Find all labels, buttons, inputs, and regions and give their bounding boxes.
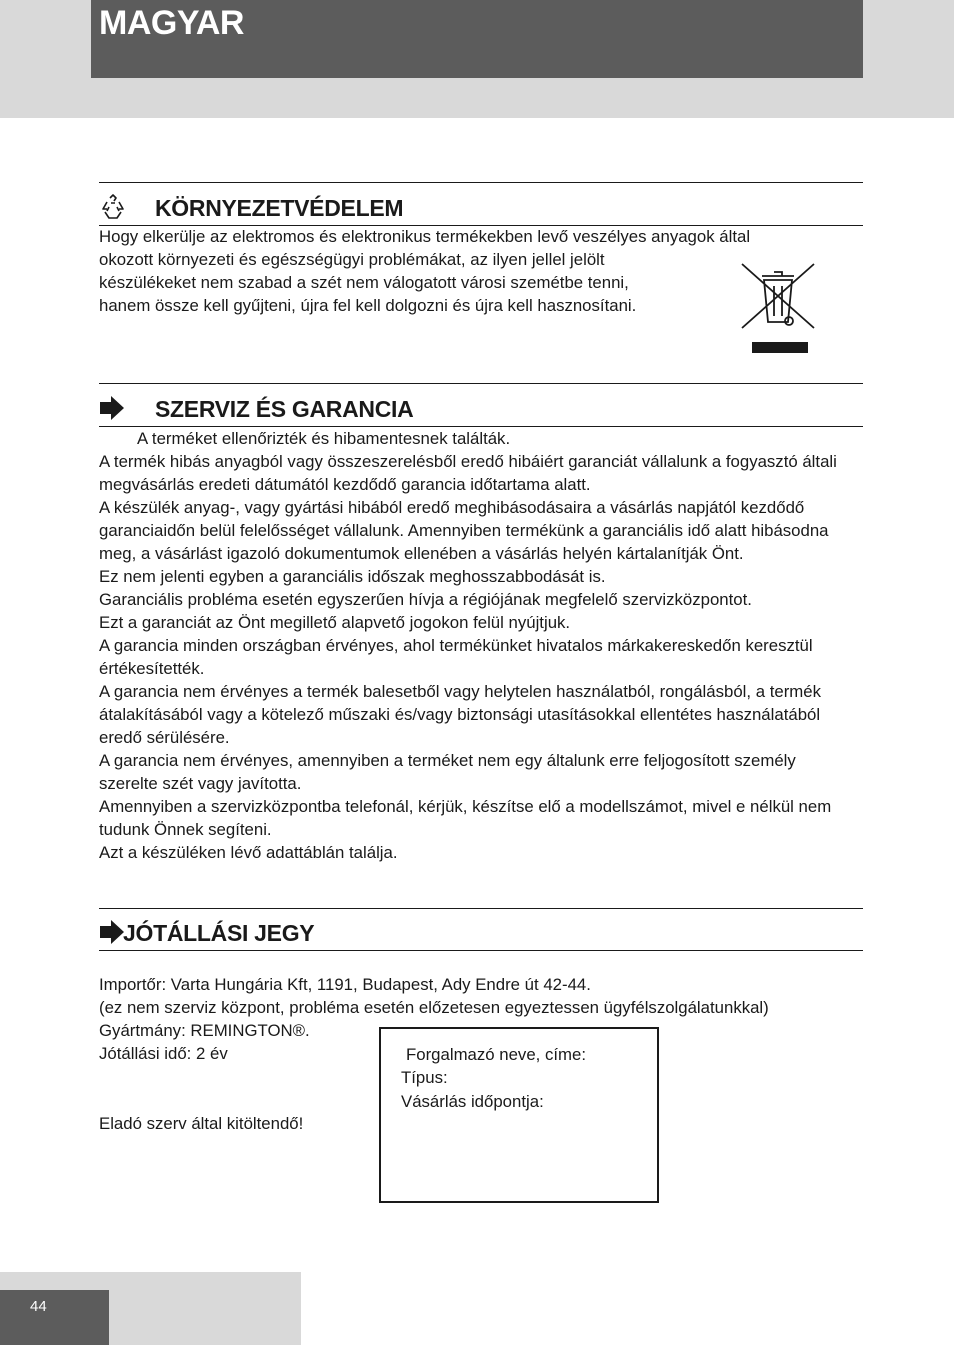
env-section-header bbox=[99, 193, 863, 221]
service-note-text: (ez nem szerviz központ, probléma esetén előzetesen egyeztessen ügyfélszolgálatunkkal) bbox=[99, 998, 769, 1017]
service-paragraph: A készülék anyag-, vagy gyártási hibából eredő meghibásodásaira a vásárlás napjától kezdődő garanciaidőn belül felelősséget vállalunk. Amennyiben termékünk a garanciális idő alatt hibásodna meg, a vásárlást igazoló dokumentumok ellenében a vásárlás helyén kártalanítják Önt. bbox=[99, 498, 829, 563]
section-rule-top bbox=[99, 383, 863, 384]
recycle-icon bbox=[99, 193, 127, 221]
env-line: hanem össze kell gyűjteni, újra fel kell dolgozni és újra kell hasznosítani. bbox=[99, 296, 637, 315]
service-section-title: SZERVIZ ÉS GARANCIA bbox=[155, 396, 414, 422]
page-number: 44 bbox=[30, 1298, 47, 1315]
service-paragraph: A termék hibás anyagból vagy összeszerelésből eredő hibáiért garanciát vállalunk a fogyasztó általi megvásárlás eredeti dátumától kezdődő garancia időtartama alatt. bbox=[99, 452, 837, 494]
env-section-title: KÖRNYEZETVÉDELEM bbox=[155, 195, 404, 221]
service-paragraph: Ez nem jelenti egyben a garanciális időszak meghosszabbodását is. bbox=[99, 567, 606, 586]
warranty-section-title: JÓTÁLLÁSI JEGY bbox=[123, 920, 315, 946]
env-section-text bbox=[99, 225, 849, 317]
purchase-date-label: Vásárlás időpontja: bbox=[401, 1092, 544, 1111]
product-type-label: Típus: bbox=[401, 1068, 448, 1087]
importer-text: Importőr: Varta Hungária Kft, 1191, Budapest, Ady Endre út 42-44. bbox=[99, 975, 591, 994]
service-paragraph: A terméket ellenőrizték és hibamentesnek találták. bbox=[137, 429, 511, 448]
dealer-info-box bbox=[379, 1027, 659, 1203]
service-paragraph: Amennyiben a szervizközpontba telefonál, kérjük, készítse elő a modellszámot, mivel e nélkül nem tudunk Önnek segíteni. bbox=[99, 797, 832, 839]
service-paragraph: Azt a készüléken lévő adattáblán találja. bbox=[99, 843, 398, 862]
service-section-text bbox=[99, 427, 849, 864]
language-title: MAGYAR bbox=[99, 4, 244, 42]
env-line: készülékeket nem szabad a szét nem válogatott városi szemétbe tenni, bbox=[99, 273, 629, 292]
service-paragraph: A garancia nem érvényes a termék balesetből vagy helytelen használatból, rongálásból, a termék átalakításából vagy a kötelező műszaki és/vagy biztonsági utasításokkal ellentétes használatából eredő sérülésére. bbox=[99, 682, 822, 747]
page-number-box bbox=[0, 1290, 109, 1345]
section-rule-top bbox=[99, 908, 863, 909]
manufacturer-text: Gyártmány: REMINGTON®. bbox=[99, 1021, 310, 1040]
service-paragraph: Garanciális probléma esetén egyszerűen hívja a régiójának megfelelő szervizközpontot. bbox=[99, 590, 752, 609]
section-rule-top bbox=[99, 182, 863, 183]
service-paragraph: A garancia minden országban érvényes, ahol termékünket hivatalos márkakereskedőn keresztül értékesítették. bbox=[99, 636, 813, 678]
dealer-name-label: Forgalmazó neve, címe: bbox=[406, 1045, 587, 1064]
language-bar bbox=[91, 0, 863, 78]
warranty-section-header bbox=[99, 918, 863, 946]
crossed-out-wheelie-bin-icon bbox=[740, 262, 816, 356]
section-rule-bottom bbox=[99, 950, 863, 951]
service-paragraph: Ezt a garanciát az Önt megillető alapvető jogokon felül nyújtjuk. bbox=[99, 613, 571, 632]
service-section-header bbox=[99, 394, 863, 422]
env-line: Hogy elkerülje az elektromos és elektronikus termékekben levő veszélyes anyagok által bbox=[99, 227, 751, 246]
arrow-right-icon bbox=[99, 394, 127, 422]
service-paragraph: A garancia nem érvényes, amennyiben a terméket nem egy általunk erre feljogosított személy szerelte szét vagy javította. bbox=[99, 751, 796, 793]
seller-note-text: Eladó szerv által kitöltendő! bbox=[99, 1114, 304, 1133]
env-line: okozott környezeti és egészségügyi problémákat, az ilyen jellel jelölt bbox=[99, 250, 605, 269]
warranty-period-text: Jótállási idő: 2 év bbox=[99, 1044, 228, 1063]
